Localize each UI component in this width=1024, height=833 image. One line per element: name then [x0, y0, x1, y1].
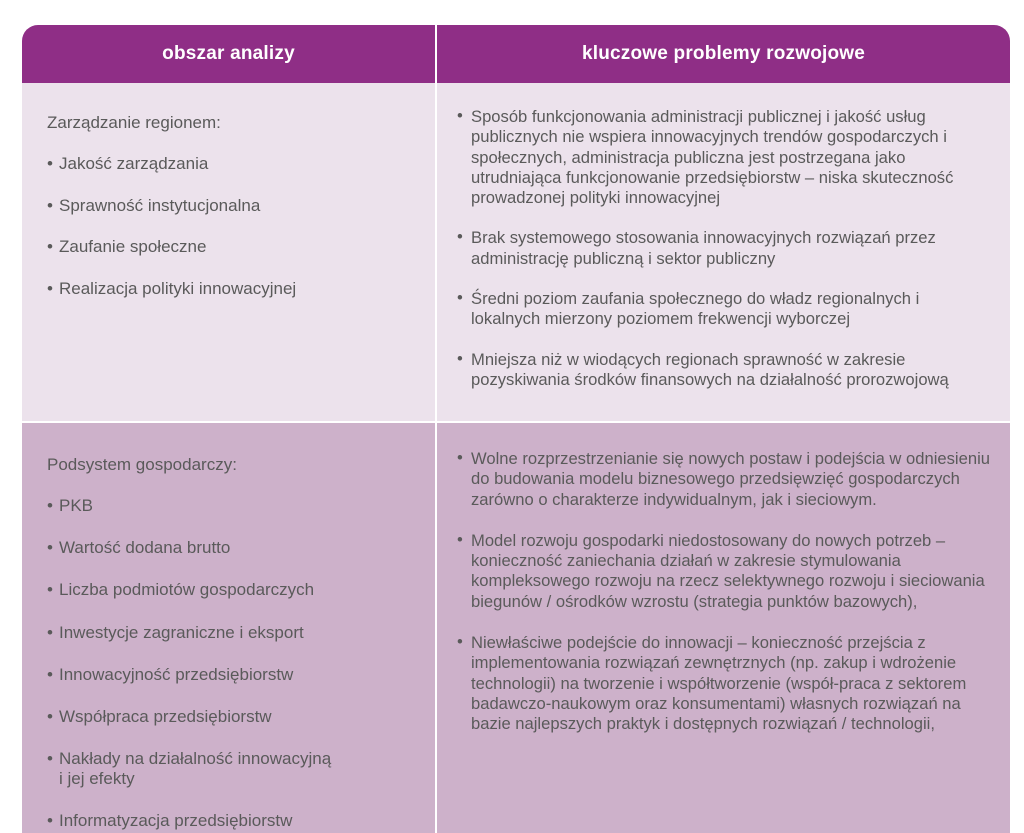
list-item: • Brak systemowego stosowania innowacyjnych rozwiązań przez administrację publiczną i sektor publiczny: [457, 228, 1010, 269]
header-key-problems: kluczowe problemy rozwojowe: [435, 25, 1010, 83]
list-item: • PKB: [47, 496, 435, 516]
list-item: • Liczba podmiotów gospodarczych: [47, 580, 435, 600]
list-item: • Jakość zarządzania: [47, 154, 435, 174]
analysis-area-cell: [22, 83, 435, 421]
list-item: • Realizacja polityki innowacyjnej: [47, 279, 435, 299]
table-row: [22, 83, 1010, 421]
list-item: • Inwestycje zagraniczne i eksport: [47, 623, 435, 643]
list-item: • Zaufanie społeczne: [47, 237, 435, 257]
analysis-area-cell: [22, 423, 435, 833]
list-item: • Współpraca przedsiębiorstw: [47, 707, 435, 727]
area-items-list: [47, 496, 435, 831]
area-heading: Podsystem gospodarczy:: [47, 455, 237, 474]
table-row: [22, 421, 1010, 833]
analysis-table: [22, 25, 1010, 833]
problems-list: [457, 107, 1010, 390]
list-item: • Sposób funkcjonowania administracji publicznej i jakość usług publicznych nie wspiera innowacyjnych trendów gospodarczych i społecznych, administracja publiczna jest postrzegana jako utrudniająca funkcjonowanie przedsiębiorstw – niska skuteczność prowadzonej polityki innowacyjnej: [457, 107, 1010, 208]
header-analysis-area: obszar analizy: [162, 43, 295, 64]
list-item: • Informatyzacja przedsiębiorstw: [47, 811, 435, 831]
list-item: • Mniejsza niż w wiodących regionach sprawność w zakresie pozyskiwania środków finansowych na działalność prorozwojową: [457, 350, 1010, 391]
key-problems-cell: [435, 423, 1010, 833]
list-item: • Średni poziom zaufania społecznego do władz regionalnych i lokalnych mierzony poziomem frekwencji wyborczej: [457, 289, 1010, 330]
area-items-list: [47, 154, 435, 299]
key-problems-cell: [435, 83, 1010, 421]
area-heading: Zarządzanie regionem:: [47, 113, 221, 132]
problems-list: [457, 449, 1010, 735]
table-header: [22, 25, 1010, 83]
list-item: • Niewłaściwe podejście do innowacji – konieczność przejścia z implementowania rozwiązań zewnętrznych (np. zakup i wdrożenie technologii) na tworzenie i współtworzenie (współ-praca z sektorem badawczo-naukowym oraz konsumentami) własnych rozwiązań na bazie najlepszych praktyk i dostępnych rozwiązań / technologii,: [457, 633, 1010, 734]
list-item: • Wartość dodana brutto: [47, 538, 435, 558]
list-item: • Model rozwoju gospodarki niedostosowany do nowych potrzeb – konieczność zaniechania działań w zakresie stymulowania kompleksowego rozwoju na rzecz selektywnego rozwoju i sieciowania biegunów / ośrodków wzrostu (strategia punktów bazowych),: [457, 531, 1010, 612]
list-item: • Nakłady na działalność innowacyjną i jej efekty: [47, 749, 337, 789]
list-item: • Sprawność instytucjonalna: [47, 196, 435, 216]
list-item: • Innowacyjność przedsiębiorstw: [47, 665, 435, 685]
list-item: • Wolne rozprzestrzenianie się nowych postaw i podejścia w odniesieniu do budowania modelu biznesowego przedsięwzięć gospodarczych zarówno o charakterze indywidualnym, jak i sieciowym.: [457, 449, 1010, 510]
